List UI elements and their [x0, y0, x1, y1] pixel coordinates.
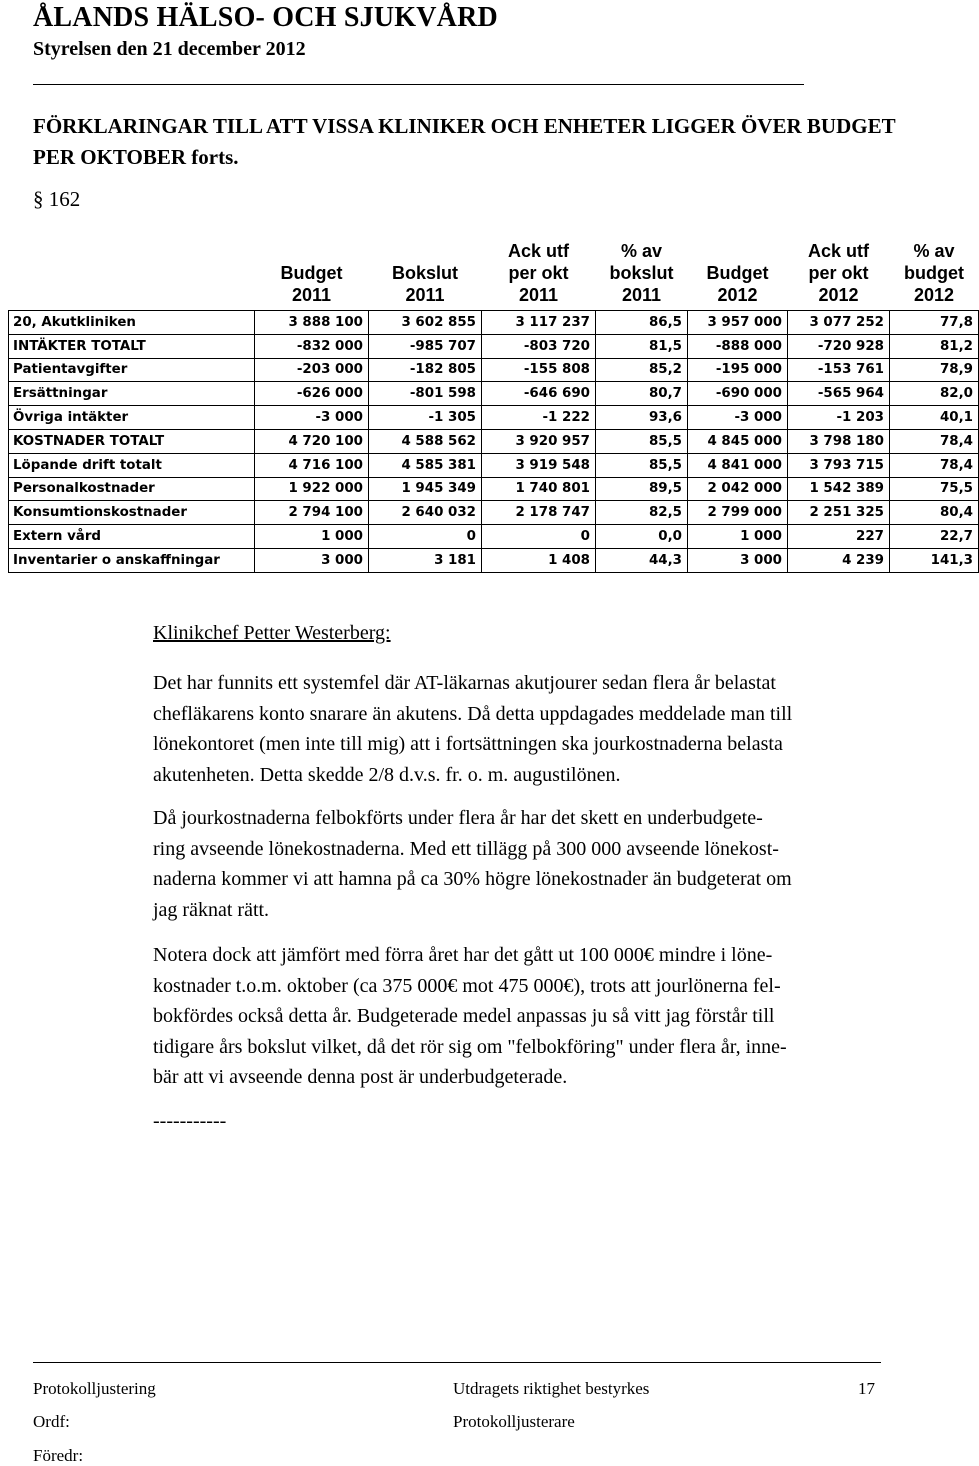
value-cell: 3 602 855 [369, 311, 482, 335]
statement-paragraph: Notera dock att jämfört med förra året har det gått ut 100 000€ mindre i löne- kostnader t.o.m. oktober (ca 375 000€ mot 475 000€), trots att jourlönerna fel- bokfördes också detta år. Budgeterade medel anpassas ju så vitt jag förstår till tidigare års bokslut vilket, då det rör sig om "felbokföring" under flera år, inne- bär att vi avseende denna post är underbudgeterade. [153, 944, 787, 1088]
table-row [9, 548, 979, 572]
value-cell: 89,5 [596, 477, 688, 501]
value-cell: 141,3 [890, 548, 979, 572]
footer-left-label: Protokolljustering [33, 1379, 156, 1398]
value-cell: 85,2 [596, 358, 688, 382]
value-cell: -646 690 [482, 382, 596, 406]
value-cell: 80,7 [596, 382, 688, 406]
table-row [9, 406, 979, 430]
value-cell: 3 888 100 [255, 311, 369, 335]
value-cell: 85,5 [596, 453, 688, 477]
row-label-cell: Extern vård [9, 525, 255, 549]
value-cell: 227 [788, 525, 890, 549]
table-row [9, 453, 979, 477]
value-cell: 3 919 548 [482, 453, 596, 477]
value-cell: 82,0 [890, 382, 979, 406]
value-cell: 85,5 [596, 429, 688, 453]
value-cell: -3 000 [255, 406, 369, 430]
value-cell: 2 042 000 [688, 477, 788, 501]
value-cell: 3 077 252 [788, 311, 890, 335]
value-cell: -720 928 [788, 334, 890, 358]
value-cell: -203 000 [255, 358, 369, 382]
value-cell: 3 798 180 [788, 429, 890, 453]
value-cell: -3 000 [688, 406, 788, 430]
value-cell: 0,0 [596, 525, 688, 549]
table-row [9, 477, 979, 501]
value-cell: 22,7 [890, 525, 979, 549]
value-cell: -803 720 [482, 334, 596, 358]
row-label-cell: Inventarier o anskaffningar [9, 548, 255, 572]
value-cell: 44,3 [596, 548, 688, 572]
header-divider [33, 84, 804, 85]
column-header: Bokslut 2011 [391, 263, 458, 305]
organization-title: ÅLANDS HÄLSO- OCH SJUKVÅRD [33, 2, 498, 33]
column-header: % av bokslut 2011 [609, 241, 674, 305]
value-cell: 77,8 [890, 311, 979, 335]
table-row [9, 429, 979, 453]
value-cell: -155 808 [482, 358, 596, 382]
value-cell: 2 178 747 [482, 501, 596, 525]
value-cell: -1 305 [369, 406, 482, 430]
value-cell: 4 841 000 [688, 453, 788, 477]
value-cell: 2 251 325 [788, 501, 890, 525]
value-cell: 80,4 [890, 501, 979, 525]
table-body [9, 311, 979, 573]
value-cell: 40,1 [890, 406, 979, 430]
value-cell: 78,4 [890, 429, 979, 453]
column-header: Ack utf per okt 2012 [807, 241, 869, 305]
row-label-cell: Övriga intäkter [9, 406, 255, 430]
header-blank [9, 236, 255, 311]
value-cell: 1 945 349 [369, 477, 482, 501]
footer-ordf-label: Ordf: [33, 1412, 70, 1431]
row-label-cell: Patientavgifter [9, 358, 255, 382]
statement-paragraph: Det har funnits ett systemfel där AT-läkarnas akutjourer sedan flera år belastat chefläkarens konto snarare än akutens. Då detta uppdagades meddelade man till lönekontoret (men inte till mig) att i fortsättningen ska jourkostnaderna belasta akutenheten. Detta skedde 2/8 d.v.s. fr. o. m. augustilönen. [153, 672, 793, 786]
value-cell: 0 [482, 525, 596, 549]
row-label-cell: 20, Akutkliniken [9, 311, 255, 335]
value-cell: 4 585 381 [369, 453, 482, 477]
table-row [9, 358, 979, 382]
row-label-cell: Ersättningar [9, 382, 255, 406]
table-row [9, 334, 979, 358]
value-cell: -888 000 [688, 334, 788, 358]
value-cell: 3 181 [369, 548, 482, 572]
value-cell: 3 000 [688, 548, 788, 572]
value-cell: 93,6 [596, 406, 688, 430]
value-cell: -832 000 [255, 334, 369, 358]
value-cell: -626 000 [255, 382, 369, 406]
value-cell: -690 000 [688, 382, 788, 406]
value-cell: 1 922 000 [255, 477, 369, 501]
value-cell: 82,5 [596, 501, 688, 525]
value-cell: 4 588 562 [369, 429, 482, 453]
column-header: Budget 2012 [706, 263, 769, 305]
value-cell: 81,2 [890, 334, 979, 358]
value-cell: 81,5 [596, 334, 688, 358]
value-cell: 78,9 [890, 358, 979, 382]
value-cell: 2 799 000 [688, 501, 788, 525]
value-cell: -153 761 [788, 358, 890, 382]
value-cell: 1 408 [482, 548, 596, 572]
value-cell: -1 222 [482, 406, 596, 430]
column-header: Budget 2011 [280, 263, 343, 305]
value-cell: -801 598 [369, 382, 482, 406]
value-cell: 4 716 100 [255, 453, 369, 477]
value-cell: 2 794 100 [255, 501, 369, 525]
value-cell: 4 239 [788, 548, 890, 572]
value-cell: -985 707 [369, 334, 482, 358]
value-cell: 3 957 000 [688, 311, 788, 335]
column-header: % av budget 2012 [904, 241, 964, 305]
table-header-row [9, 236, 979, 311]
value-cell: -565 964 [788, 382, 890, 406]
separator-dashes: ----------- [153, 1110, 227, 1132]
section-heading: FÖRKLARINGAR TILL ATT VISSA KLINIKER OCH ENHETER LIGGER ÖVER BUDGET PER OKTOBER forts. [33, 114, 896, 169]
table-row [9, 382, 979, 406]
page-number: 17 [858, 1379, 875, 1398]
value-cell: 3 117 237 [482, 311, 596, 335]
column-header: Ack utf per okt 2011 [507, 241, 569, 305]
row-label-cell: Personalkostnader [9, 477, 255, 501]
row-label-cell: KOSTNADER TOTALT [9, 429, 255, 453]
value-cell: 1 000 [255, 525, 369, 549]
paragraph-number: § 162 [33, 187, 81, 211]
table-row [9, 311, 979, 335]
table-row [9, 501, 979, 525]
value-cell: 3 793 715 [788, 453, 890, 477]
statement-author: Klinikchef Petter Westerberg: [153, 622, 391, 644]
value-cell: 1 000 [688, 525, 788, 549]
row-label-cell: Konsumtionskostnader [9, 501, 255, 525]
value-cell: 4 845 000 [688, 429, 788, 453]
value-cell: 2 640 032 [369, 501, 482, 525]
row-label-cell: Löpande drift totalt [9, 453, 255, 477]
value-cell: 1 542 389 [788, 477, 890, 501]
value-cell: -195 000 [688, 358, 788, 382]
footer-center-label: Utdragets riktighet bestyrkes [453, 1379, 650, 1398]
value-cell: 4 720 100 [255, 429, 369, 453]
budget-table [8, 236, 979, 573]
footer-justerare-label: Protokolljusterare [453, 1412, 575, 1431]
footer-divider [33, 1362, 881, 1363]
value-cell: 1 740 801 [482, 477, 596, 501]
footer-foredr-label: Föredr: [33, 1446, 84, 1465]
row-label-cell: INTÄKTER TOTALT [9, 334, 255, 358]
value-cell: 3 000 [255, 548, 369, 572]
value-cell: 86,5 [596, 311, 688, 335]
statement-paragraph: Då jourkostnaderna felbokförts under flera år har det skett en underbudgete- ring avseende lönekostnaderna. Med ett tillägg på 300 000 avseende lönekost- naderna kommer vi att hamna på ca 30% högre lönekostnader än budgeterat om jag räknat rätt. [153, 807, 792, 921]
value-cell: -182 805 [369, 358, 482, 382]
value-cell: 78,4 [890, 453, 979, 477]
meeting-date: Styrelsen den 21 december 2012 [33, 38, 306, 60]
value-cell: 75,5 [890, 477, 979, 501]
value-cell: 0 [369, 525, 482, 549]
value-cell: -1 203 [788, 406, 890, 430]
table-row [9, 525, 979, 549]
value-cell: 3 920 957 [482, 429, 596, 453]
